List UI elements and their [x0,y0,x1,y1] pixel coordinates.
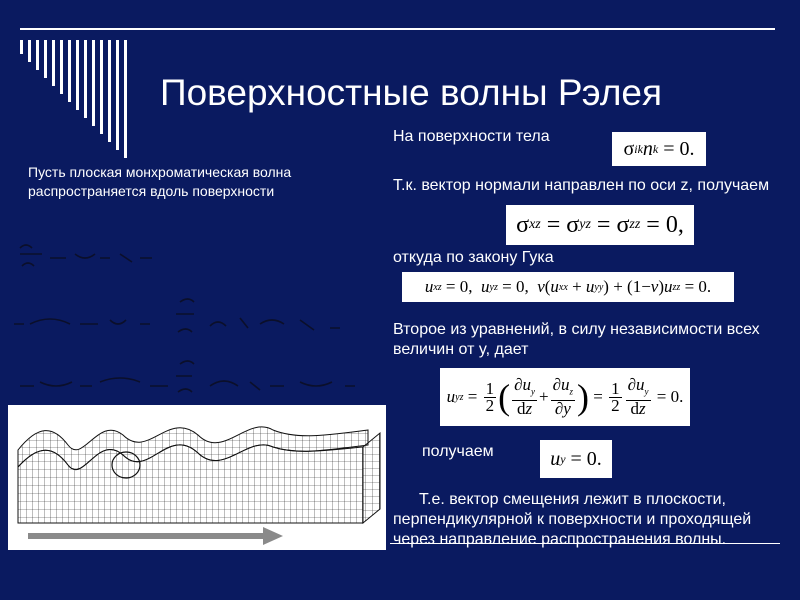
result-text: получаем [422,443,494,460]
decorative-bars [20,40,130,160]
rayleigh-wave-illustration [8,405,386,550]
equation-uy-zero: u y = 0. [540,440,612,478]
conclusion-text: Т.е. вектор смещения лежит в плоскости, перпендикулярной к поверхности и проходящей через направление распространения волны. [393,491,752,548]
equation-hooke: u xz = 0, u yz = 0, ν ( u xx + u yy ) + (1− ν ) u zz = 0. [402,272,734,302]
slide-title: Поверхностные волны Рэлея [160,72,663,113]
hooke-law-text: откуда по закону Гука [393,249,554,266]
intro-text: Пусть плоская монхроматическая волна распространяется вдоль поверхности [28,164,292,199]
equation-uyz: u yz = $\frac{1}{2}$ ( $\frac{\partial u_y}{dz}$ + $\frac{\partial u_z}{\partial y}$ ) = $\frac{1}{2}$ $\frac{\partial u_y}{dz}$ = 0. [440,368,690,426]
equation-stress-components: σ xz = σ yz = σ zz = 0, [506,205,694,245]
top-rule [20,28,775,30]
second-equation-text: Второе из уравнений, в силу независимости всех величин от y, дает [393,321,760,358]
surface-condition-text: На поверхности тела [393,128,550,145]
faded-equations [0,236,380,401]
equation-stress-boundary: σ ik n k = 0. [612,132,706,166]
normal-vector-text: Т.к. вектор нормали направлен по оси z, получаем [393,177,770,194]
